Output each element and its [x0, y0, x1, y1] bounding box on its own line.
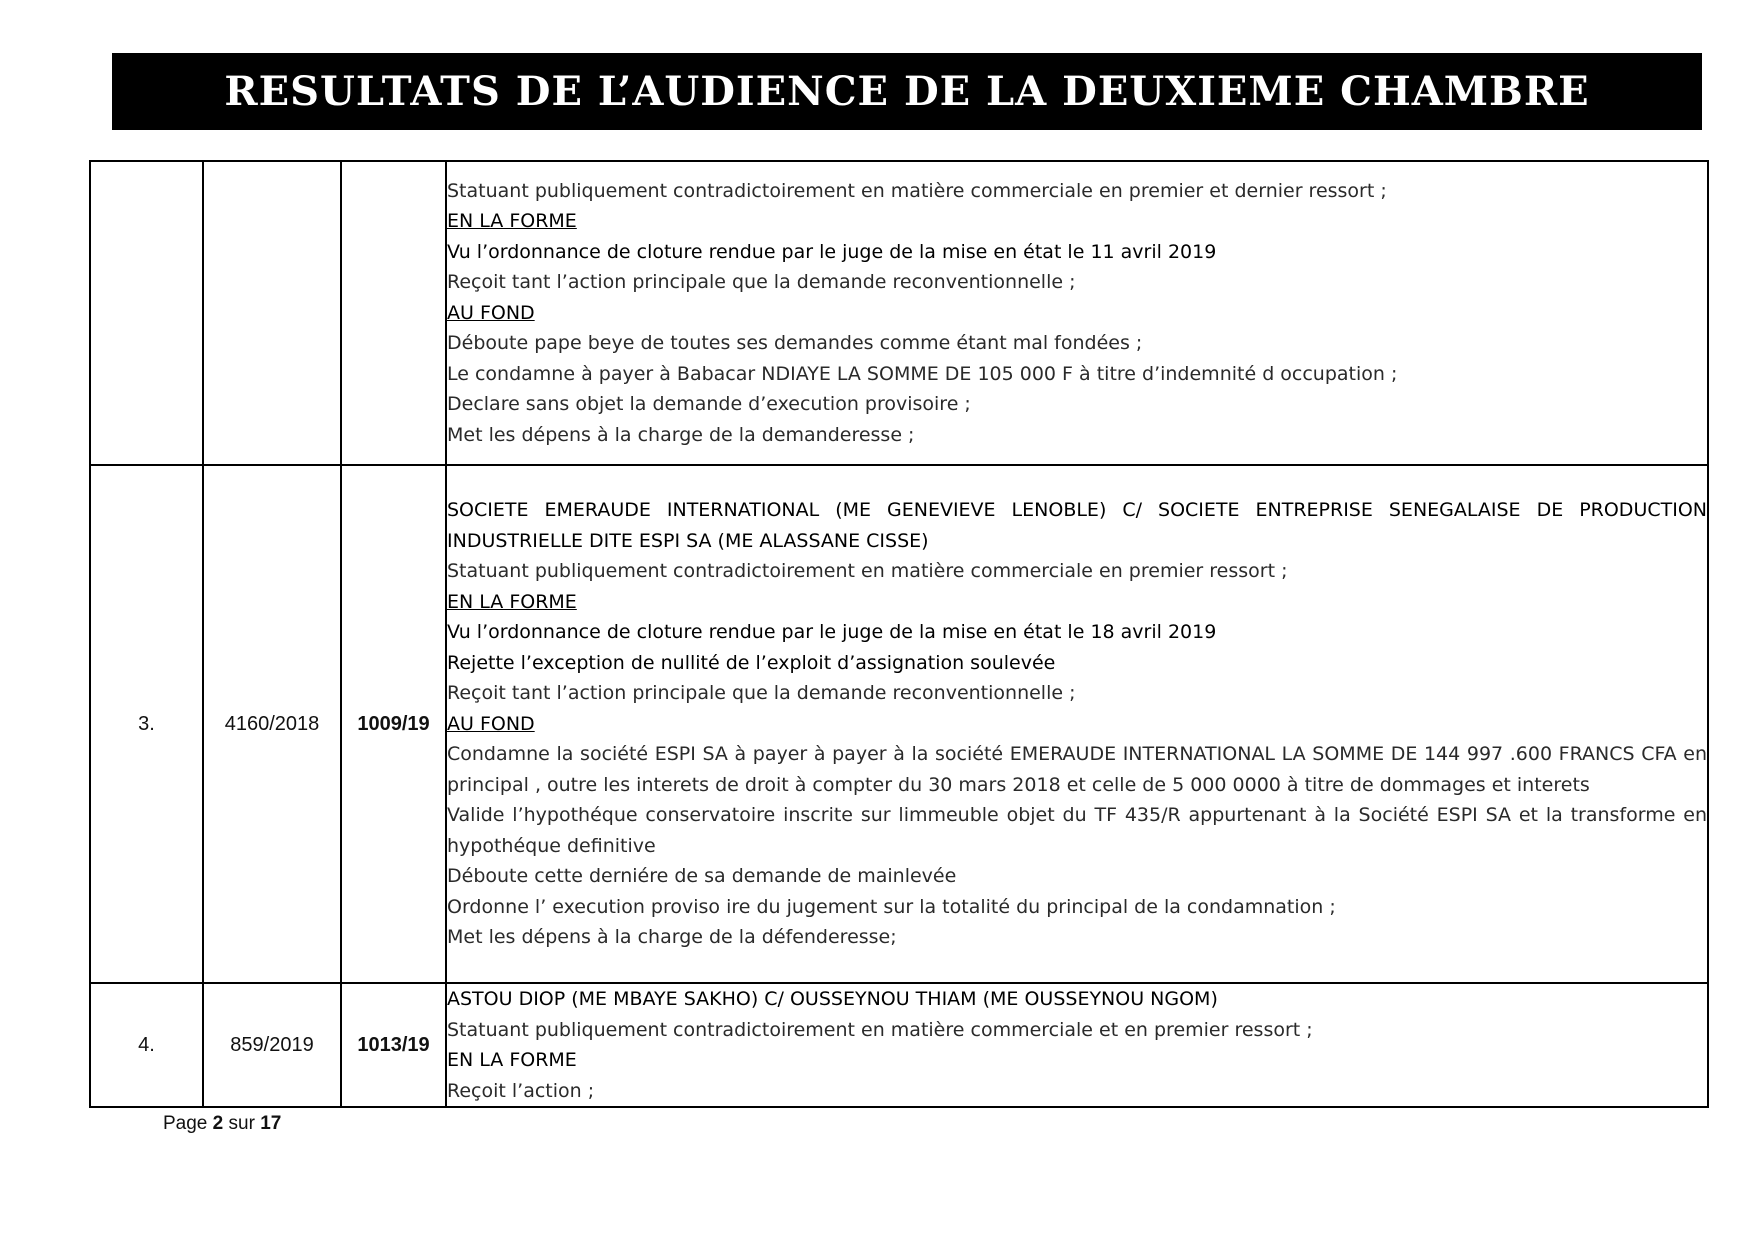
text-line: Statuant publiquement contradictoirement en matière commerciale et en premier ressort ; — [447, 1018, 1313, 1041]
decision-text — [446, 465, 1708, 983]
results-table — [89, 160, 1709, 1108]
parties-line: ASTOU DIOP (ME MBAYE SAKHO) C/ OUSSEYNOU THIAM (ME OUSSEYNOU NGOM) — [447, 988, 1218, 1010]
section-heading-fond: AU FOND — [447, 712, 535, 735]
section-heading-forme: EN LA FORME — [447, 590, 577, 613]
text-line: Statuant publiquement contradictoirement en matière commerciale en premier et dernier ressort ; — [447, 179, 1387, 202]
case-number: 3. — [90, 465, 203, 983]
page-number: 2 — [212, 1113, 224, 1134]
decision-text — [446, 983, 1708, 1107]
table-row — [90, 983, 1708, 1107]
text-line: Reçoit tant l’action principale que la demande reconventionnelle ; — [447, 271, 1076, 294]
text-line: Vu l’ordonnance de cloture rendue par le juge de la mise en état le 18 avril 2019 — [447, 621, 1217, 644]
text-line: Met les dépens à la charge de la demanderesse ; — [447, 423, 915, 446]
decision-number — [341, 161, 446, 465]
text-line: Ordonne l’ execution proviso ire du jugement sur la totalité du principal de la condamnation ; — [447, 895, 1336, 918]
roll-number: 859/2019 — [203, 983, 341, 1107]
roll-number: 4160/2018 — [203, 465, 341, 983]
case-number — [90, 161, 203, 465]
section-heading-forme: EN LA FORME — [447, 210, 577, 233]
text-line: Met les dépens à la charge de la défenderesse; — [447, 926, 897, 949]
table-row — [90, 465, 1708, 983]
section-heading-fond: AU FOND — [447, 301, 535, 324]
text-line: Condamne la société ESPI SA à payer à payer à la société EMERAUDE INTERNATIONAL LA SOMME DE 144 997 .600 FRANCS CFA en principal , outre les interets de droit à compter du 30 mars 2018 et celle de 5 000 0000 à titre de dommages et interets — [447, 743, 1707, 796]
decision-number: 1013/19 — [341, 983, 446, 1107]
text-line: Statuant publiquement contradictoirement en matière commerciale en premier ressort ; — [447, 560, 1288, 583]
section-heading-forme: EN LA FORME — [447, 1049, 577, 1071]
roll-number — [203, 161, 341, 465]
text-line: Valide l’hypothéque conservatoire inscrite sur limmeuble objet du TF 435/R appurtenant à la Société ESPI SA et la transforme en hypothéque definitive — [447, 804, 1707, 857]
text-line: Reçoit tant l’action principale que la demande reconventionnelle ; — [447, 682, 1076, 705]
text-line: Déboute pape beye de toutes ses demandes comme étant mal fondées ; — [447, 332, 1143, 355]
page-title: RESULTATS DE L’AUDIENCE DE LA DEUXIEME CHAMBRE — [224, 68, 1590, 115]
page-total: 17 — [260, 1113, 282, 1134]
parties-line: INDUSTRIELLE DITE ESPI SA (ME ALASSANE CISSE) — [447, 529, 929, 552]
text-line: Le condamne à payer à Babacar NDIAYE LA SOMME DE 105 000 F à titre d’indemnité d occupation ; — [447, 362, 1398, 385]
decision-text — [446, 161, 1708, 465]
page-separator: sur — [228, 1113, 255, 1134]
decision-number: 1009/19 — [341, 465, 446, 983]
text-line: Rejette l’exception de nullité de l’exploit d’assignation soulevée — [447, 651, 1056, 674]
text-line: Declare sans objet la demande d’execution provisoire ; — [447, 393, 971, 416]
parties-line: SOCIETE EMERAUDE INTERNATIONAL (ME GENEVIEVE LENOBLE) C/ SOCIETE ENTREPRISE SENEGALAISE DE PRODUCTION — [447, 499, 1707, 522]
text-line: Reçoit l’action ; — [447, 1079, 595, 1102]
text-line: Vu l’ordonnance de cloture rendue par le juge de la mise en état le 11 avril 2019 — [447, 240, 1217, 263]
page-footer — [163, 1113, 281, 1135]
table-row — [90, 161, 1708, 465]
text-line: Déboute cette derniére de sa demande de mainlevée — [447, 865, 957, 888]
page-label: Page — [163, 1113, 208, 1134]
case-number: 4. — [90, 983, 203, 1107]
title-banner — [112, 53, 1702, 130]
